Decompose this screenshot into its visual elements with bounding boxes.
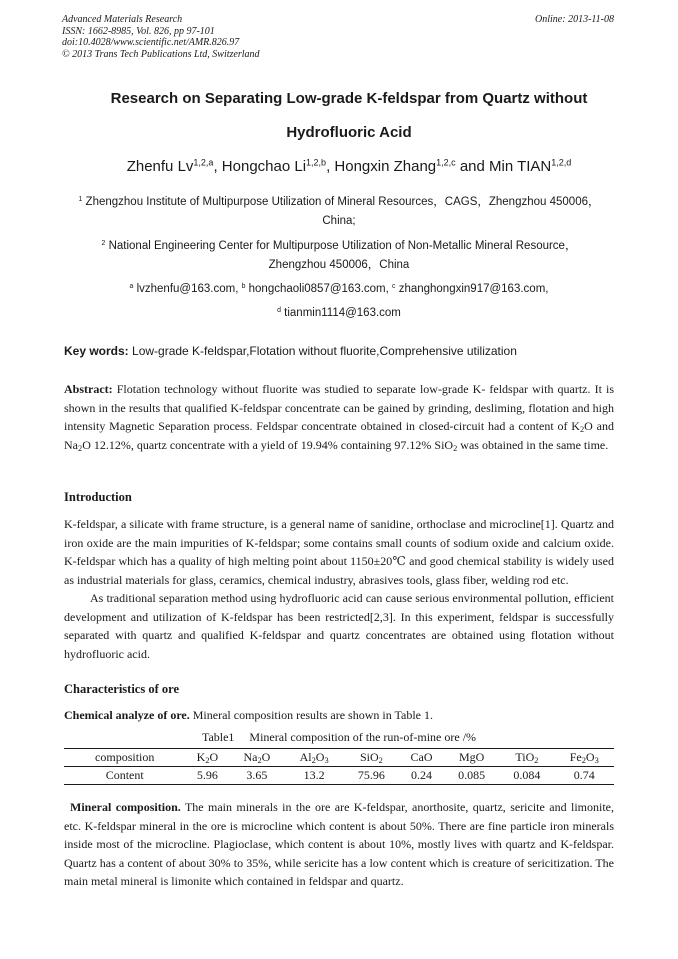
- chemical-analyze: [64, 706, 614, 725]
- doi-line: doi:10.4028/www.scientific.net/AMR.826.97: [62, 37, 240, 48]
- column-header: $Na_2O$: [243, 750, 271, 766]
- author-affiliation-mark: 1,2,b: [306, 157, 327, 168]
- email-line-2: [60, 304, 618, 323]
- row-label: Content: [105, 768, 144, 782]
- composition-table: [64, 748, 614, 785]
- keywords-text: Low-grade K-feldspar,Flotation without fluorite,Comprehensive utilization: [128, 344, 517, 358]
- column-header: TiO$_2$: [515, 750, 539, 766]
- author-list: [60, 158, 638, 175]
- online-date: Online: 2013-11-08: [535, 14, 614, 25]
- abstract-label: Abstract:: [64, 382, 113, 396]
- author-name: Zhenfu Lv: [126, 158, 194, 175]
- email-a: lvzhenfu@163.com,: [136, 283, 242, 295]
- affiliation-1: [60, 193, 618, 231]
- column-header: MgO: [458, 750, 485, 764]
- journal-name: Advanced Materials Research: [62, 14, 183, 25]
- subscript: 2: [579, 425, 585, 435]
- affiliation-number: 1: [78, 195, 83, 203]
- column-header: $Fe_2O_3$: [569, 750, 599, 766]
- author-separator: ,: [326, 158, 335, 175]
- table-cell: 0.084: [513, 768, 541, 782]
- author-separator: ,: [213, 158, 222, 175]
- subheading-chemical: Chemical analyze of ore.: [64, 708, 190, 722]
- paper-title-line2: Hydrofluoric Acid: [286, 124, 412, 141]
- paper-title-line1: Research on Separating Low-grade K-feldspar from Quartz without: [110, 90, 588, 107]
- table-cell: 0.24: [411, 768, 433, 782]
- column-header: $Al_2O_3$: [299, 750, 329, 766]
- email-line-1: [60, 280, 618, 299]
- table-row: [64, 767, 614, 785]
- table-caption: Table1 Mineral composition of the run-of-mine ore /%: [201, 730, 477, 744]
- paragraph: The main minerals in the ore are K-feldspar, anorthosite, quartz, sericite and limonite, etc. K-feldspar mineral in the ore is microcline which content is about 50%. There are fine particle iron minerals inside most of the microcline. Plagioclase, which content is about 10%, mostly lives with quartz and K-feldspar. Quartz has a content of about 30% to 35%, while sericite has a low content which is creature of sericitization. The main metal mineral is limonite which contained in feldspar and quartz.: [64, 800, 614, 888]
- email-mark: c: [392, 282, 396, 290]
- mineral-composition: [64, 798, 614, 891]
- affiliation-text: Zhengzhou Institute of Multipurpose Utilization of Mineral Resources，CAGS，Zhengzhou 450006，: [85, 196, 600, 208]
- email-mark: b: [241, 282, 246, 290]
- abstract-text: O 12.12%, quartz concentrate with a yield of 19.94% containing 97.12% SiO: [82, 437, 454, 452]
- email-mark: a: [129, 282, 134, 290]
- abstract: [64, 380, 614, 454]
- email-d: tianmin1114@163.com: [284, 307, 401, 319]
- affiliation-number: 2: [101, 239, 106, 247]
- email-c: zhanghongxin917@163.com,: [398, 283, 549, 295]
- affiliation-2: [60, 237, 618, 275]
- table-cell: 13.2: [303, 768, 325, 782]
- abstract-text: Flotation technology without fluorite was studied to separate low-grade K- feldspar with quartz. It is shown in the results that qualified K-feldspar concentrate can be gained by grinding, desliming, flotation and high intensity Magnetic Separation process. Feldspar concentrate obtained in closed-circuit had a content of K: [64, 382, 614, 433]
- column-header: $K_2O$: [196, 750, 219, 766]
- affiliation-text: National Engineering Center for Multipurpose Utilization of Non-Metallic Mineral Resource，: [108, 240, 577, 252]
- author-name: Hongxin Zhang: [334, 158, 437, 175]
- abstract-text: O and Na: [64, 419, 614, 452]
- subscript: 2: [78, 443, 83, 453]
- author-name: Hongchao Li: [221, 158, 307, 175]
- table-cell: 0.085: [458, 768, 486, 782]
- section-heading-characteristics: Characteristics of ore: [64, 682, 180, 696]
- author-affiliation-mark: 1,2,d: [551, 157, 572, 168]
- table-cell: 3.65: [246, 768, 268, 782]
- author-affiliation-mark: 1,2,c: [436, 157, 456, 168]
- table-cell: 0.74: [573, 768, 595, 782]
- abstract-text: was obtained in the same time.: [457, 437, 609, 452]
- affiliation-text: Zhengzhou 450006，China: [268, 259, 410, 271]
- section-heading-introduction: Introduction: [64, 490, 132, 504]
- column-header: SiO$_2$: [359, 750, 383, 766]
- paragraph: As traditional separation method using hydrofluoric acid can cause serious environmental pollution, efficient development and utilization of K-feldspar has been restricted[2,3]. In this experiment, feldspar is successfully separated with quartz and qualified K-feldspar and quartz concentrates are obtained using flotation without hydrofluoric acid.: [64, 591, 614, 661]
- table-cell: 75.96: [357, 768, 385, 782]
- author-name: Min TIAN: [489, 158, 552, 175]
- email-b: hongchaoli0857@163.com,: [248, 283, 393, 295]
- issn-line: ISSN: 1662-8985, Vol. 826, pp 97-101: [62, 25, 215, 37]
- table-header-row: [64, 749, 614, 767]
- email-mark: d: [277, 306, 281, 314]
- author-affiliation-mark: 1,2,a: [193, 157, 214, 168]
- paragraph: K-feldspar, a silicate with frame structure, is a general name of sanidine, orthoclase and microcline[1]. Quartz and iron oxide are the main impurities of K-feldspar; some contains small counts of sodium oxide and calcium oxide. K-feldspar which has a quality of high melting point about 1150±20℃ and good chemical stability is widely used as industrial materials for glass, ceramics, chemical industry, abrasives tools, glass fiber, welding rod etc.: [64, 517, 614, 587]
- author-separator: and: [455, 158, 490, 175]
- introduction-body: [64, 515, 614, 663]
- paragraph: Mineral composition results are shown in Table 1.: [189, 708, 433, 722]
- journal-header: [62, 14, 260, 60]
- column-header: CaO: [410, 750, 433, 764]
- affiliation-text: China;: [322, 215, 356, 227]
- copyright-line: © 2013 Trans Tech Publications Ltd, Switzerland: [62, 48, 260, 60]
- subscript: 2: [453, 443, 458, 453]
- table-cell: 5.96: [196, 768, 218, 782]
- keywords: [64, 342, 614, 361]
- keywords-label: Key words:: [64, 344, 129, 358]
- row-header: composition: [95, 750, 155, 764]
- subheading-mineral: Mineral composition.: [70, 800, 181, 814]
